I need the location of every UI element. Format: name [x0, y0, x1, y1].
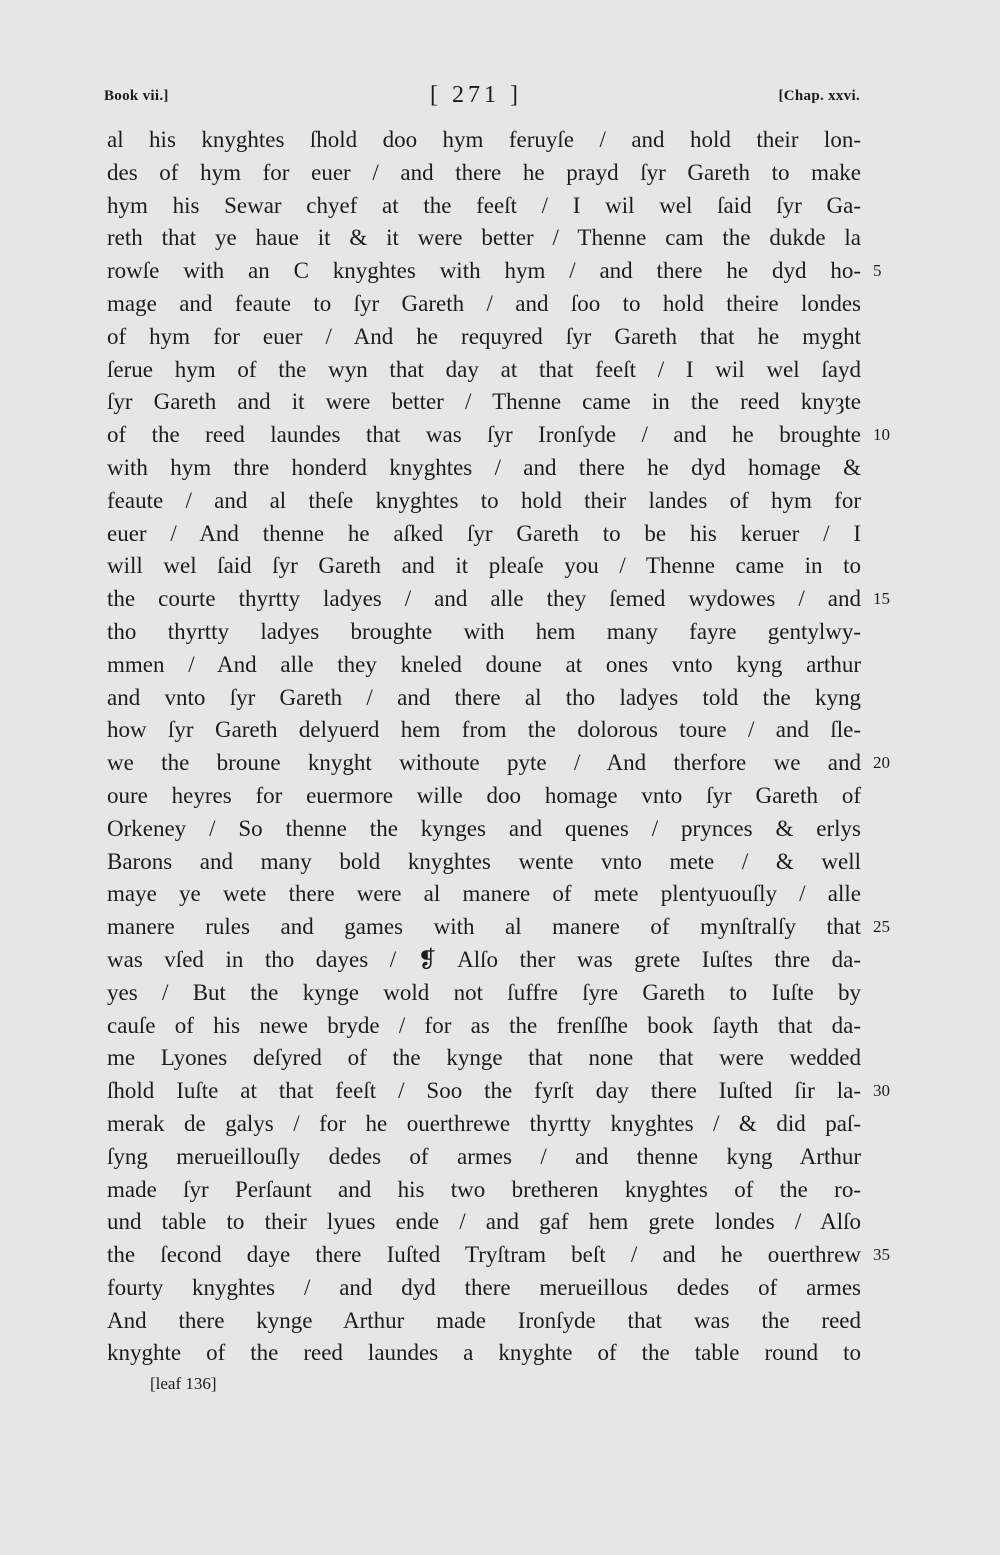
text-line — [107, 649, 861, 682]
line-text: how ſyr Gareth delyuerd hem from the dolorous toure / and ſle- — [107, 717, 861, 743]
text-line — [107, 1010, 861, 1043]
line-text: oure heyres for euermore wille doo homage vnto ſyr Gareth of — [107, 782, 861, 808]
line-text: feaute / and al theſe knyghtes to hold their landes of hym for — [107, 487, 861, 513]
line-text: And there kynge Arthur made Ironſyde that was the reed — [107, 1307, 861, 1333]
line-number: 20 — [873, 753, 890, 773]
line-text: fourty knyghtes / and dyd there merueillous dedes of armes — [107, 1274, 861, 1300]
text-line — [107, 222, 861, 255]
text-line — [107, 354, 861, 387]
text-line — [107, 419, 890, 452]
text-line — [107, 583, 890, 616]
text-line — [107, 288, 861, 321]
line-text: tho thyrtty ladyes broughte with hem many fayre gentylwy- — [107, 618, 861, 644]
line-number: 10 — [873, 425, 890, 445]
line-number: 5 — [873, 261, 882, 281]
line-text: of the reed laundes that was ſyr Ironſyde / and he broughte — [107, 422, 861, 448]
text-line — [107, 682, 861, 715]
line-text: Barons and many bold knyghtes wente vnto mete / & well — [107, 848, 861, 874]
text-line — [107, 157, 861, 190]
line-text: ſhold Iuſte at that feeſt / Soo the fyrſt day there Iuſted ſir la- — [107, 1078, 861, 1104]
line-text: cauſe of his newe bryde / for as the frenſſhe book ſayth that da- — [107, 1012, 861, 1038]
text-line — [107, 255, 882, 288]
line-text: Orkeney / So thenne the kynges and quenes / prynces & erlys — [107, 815, 861, 841]
line-text: und table to their lyues ende / and gaf hem grete londes / Alſo — [107, 1209, 861, 1235]
line-text: reth that ye haue it & it were better / Thenne cam the dukde la — [107, 225, 861, 251]
leaf-note: [leaf 136] — [150, 1374, 217, 1393]
text-line — [107, 550, 861, 583]
line-text: manere rules and games with al manere of mynſtralſy that — [107, 914, 861, 940]
chapter-label: [Chap. xxvi. — [778, 88, 860, 104]
line-text: we the broune knyght withoute pyte / And therfore we and — [107, 750, 861, 776]
text-line — [107, 846, 861, 879]
text-line — [107, 911, 890, 944]
line-text: me Lyones deſyred of the kynge that none that were wedded — [107, 1045, 861, 1071]
text-line — [107, 1206, 861, 1239]
text-line — [107, 518, 861, 551]
running-head — [104, 82, 860, 112]
line-text: hym his Sewar chyef at the feeſt / I wil wel ſaid ſyr Ga- — [107, 192, 861, 218]
book-label: Book vii.] — [104, 88, 169, 104]
text-line — [107, 813, 861, 846]
line-text: yes / But the kynge wold not ſuffre ſyre Gareth to Iuſte by — [107, 979, 861, 1005]
text-line — [107, 1272, 861, 1305]
text-line — [107, 747, 890, 780]
line-text: made ſyr Perſaunt and his two bretheren knyghtes of the ro- — [107, 1176, 861, 1202]
line-text: mage and feaute to ſyr Gareth / and ſoo to hold theire londes — [107, 290, 861, 316]
text-line — [107, 780, 861, 813]
text-line — [107, 1305, 861, 1338]
text-line — [107, 1042, 861, 1075]
line-text: with hym thre honderd knyghtes / and there he dyd homage & — [107, 454, 861, 480]
text-line — [107, 485, 861, 518]
line-text: merak de galys / for he ouerthrewe thyrtty knyghtes / & did paſ- — [107, 1110, 861, 1136]
text-line — [107, 1337, 861, 1370]
line-text: des of hym for euer / and there he prayd ſyr Gareth to make — [107, 159, 861, 185]
text-line — [107, 1075, 890, 1108]
text-line — [107, 977, 861, 1010]
page-number: [ 271 ] — [430, 82, 522, 108]
text-line — [107, 124, 861, 157]
line-text: the courte thyrtty ladyes / and alle they ſemed wydowes / and — [107, 586, 861, 612]
text-line — [107, 452, 861, 485]
text-line — [107, 878, 861, 911]
line-number: 30 — [873, 1081, 890, 1101]
line-text: of hym for euer / And he requyred ſyr Gareth that he myght — [107, 323, 861, 349]
text-line — [107, 1239, 890, 1272]
line-text: ſyr Gareth and it were better / Thenne came in the reed knyȝte — [107, 389, 861, 415]
line-number: 25 — [873, 917, 890, 937]
line-text: ſyng merueillouſly dedes of armes / and thenne kyng Arthur — [107, 1143, 861, 1169]
text-line — [107, 386, 861, 419]
line-text: and vnto ſyr Gareth / and there al tho ladyes told the kyng — [107, 684, 861, 710]
line-text: was vſed in tho dayes / ❡ Alſo ther was grete Iuſtes thre da- — [107, 946, 861, 972]
line-number: 15 — [873, 589, 890, 609]
line-text: will wel ſaid ſyr Gareth and it pleaſe you / Thenne came in to — [107, 553, 861, 579]
line-text: knyghte of the reed laundes a knyghte of the table round to — [107, 1340, 861, 1366]
line-text: mmen / And alle they kneled doune at ones vnto kyng arthur — [107, 651, 861, 677]
text-line — [107, 944, 861, 977]
text-line — [107, 1174, 861, 1207]
line-text: maye ye wete there were al manere of mete plentyuouſly / alle — [107, 881, 861, 907]
line-text: ſerue hym of the wyn that day at that feeſt / I wil wel ſayd — [107, 356, 861, 382]
line-text: al his knyghtes ſhold doo hym feruyſe / and hold their lon- — [107, 127, 861, 152]
text-line — [107, 616, 861, 649]
line-number: 35 — [873, 1245, 890, 1265]
line-text: euer / And thenne he aſked ſyr Gareth to be his keruer / I — [107, 520, 861, 546]
body-text — [107, 124, 890, 1370]
text-line — [107, 714, 861, 747]
text-line — [107, 321, 861, 354]
line-text: the ſecond daye there Iuſted Tryſtram beſt / and he ouerthrew — [107, 1242, 861, 1268]
line-text: rowſe with an C knyghtes with hym / and there he dyd ho- — [107, 258, 861, 284]
text-line — [107, 1141, 861, 1174]
text-line — [107, 190, 861, 223]
text-line — [107, 1108, 861, 1141]
